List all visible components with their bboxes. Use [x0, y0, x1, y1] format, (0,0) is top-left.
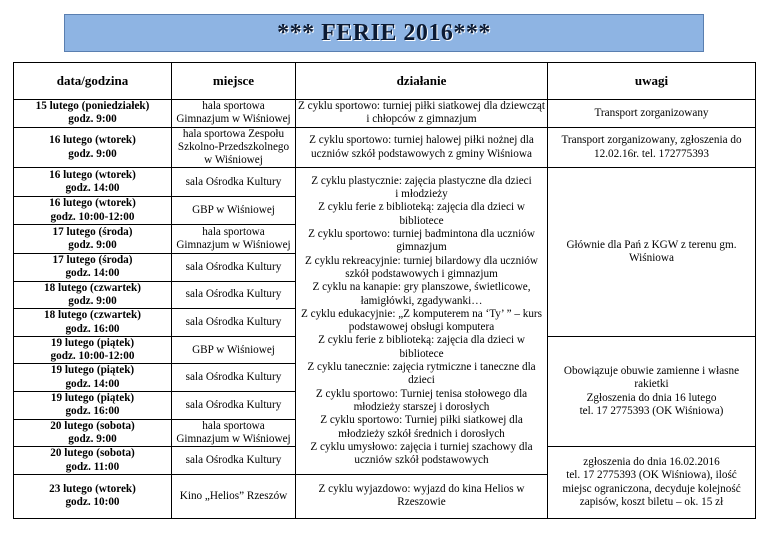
date-line: 20 lutego (sobota)	[50, 447, 135, 460]
date-line: 16 lutego (wtorek)	[49, 169, 136, 182]
note-line: tel. 17 2775393 (OK Wiśniowa)	[579, 404, 724, 417]
activity-line: Z cyklu ferie z biblioteką: zajęcia dla dzieci w	[318, 201, 525, 214]
date-line: 15 lutego (poniedziałek)	[35, 100, 150, 112]
place-cell	[172, 225, 296, 254]
date-cell	[14, 100, 172, 128]
activity-line: Z cyklu na kanapie: gry planszowe, świetlicowe,	[312, 281, 531, 294]
place-line: GBP w Wiśniowej	[192, 204, 275, 217]
place-cell	[172, 281, 296, 309]
date-line: 23 lutego (wtorek)	[49, 483, 136, 496]
date-line: godz. 16:00	[65, 322, 120, 335]
date-line: 17 lutego (środa)	[52, 254, 133, 267]
date-line: godz. 9:00	[68, 432, 117, 445]
note-line: Zgłoszenia do dnia 16 lutego	[586, 391, 717, 404]
place-cell	[172, 419, 296, 447]
schedule-table	[13, 62, 756, 519]
activity-line: młodzieży szkół średnich i dorosłych	[338, 427, 505, 440]
date-cell	[14, 447, 172, 475]
header-date: data/godzina	[14, 63, 172, 100]
date-line: godz. 10:00-12:00	[50, 350, 135, 363]
note-line: Transport zorganizowany	[594, 106, 709, 119]
date-line: godz. 9:00	[68, 113, 117, 126]
date-line: godz. 9:00	[68, 239, 117, 252]
place-line: Gimnazjum w Wiśniowej	[176, 432, 291, 445]
place-line: Szkolno-Przedszkolnego	[177, 140, 290, 153]
place-cell	[172, 127, 296, 168]
date-line: 19 lutego (piątek)	[50, 336, 135, 349]
place-line: sala Ośrodka Kultury	[185, 175, 282, 188]
date-cell	[14, 364, 172, 392]
date-cell	[14, 168, 172, 197]
notes-cell	[548, 336, 756, 446]
activity-line: łamigłówki, zgadywanki…	[360, 294, 483, 307]
place-line: Gimnazjum w Wiśniowej	[176, 113, 291, 126]
date-line: godz. 14:00	[65, 267, 120, 280]
note-line: miejsc ograniczona, decyduje kolejność	[562, 482, 741, 495]
note-line: Obowiązuje obuwie zamienne i własne	[563, 364, 740, 377]
activity-line: uczniów szkół podstawowych z gminy Wiśniowa	[311, 147, 532, 160]
date-line: 16 lutego (wtorek)	[49, 197, 136, 210]
activity-line: Z cyklu sportowo: turniej halowej piłki nożnej dla	[309, 134, 534, 147]
activity-line: uczniów szkół podstawowych	[354, 454, 489, 467]
date-line: 19 lutego (piątek)	[50, 392, 135, 405]
activity-line: Z cyklu ferie z biblioteką: zajęcia dla dzieci w	[318, 334, 525, 347]
note-line: rakietki	[634, 378, 669, 391]
page-title: *** FERIE 2016***	[277, 19, 491, 46]
note-line: Wiśniowa	[629, 252, 674, 265]
header-activity: działanie	[296, 63, 548, 100]
date-cell	[14, 336, 172, 364]
place-cell	[172, 168, 296, 197]
date-line: 18 lutego (czwartek)	[44, 281, 141, 294]
place-cell	[172, 254, 296, 282]
table-row	[14, 100, 756, 128]
activity-line: bibliotece	[399, 347, 444, 360]
note-line: Głównie dla Pań z KGW z terenu gm.	[566, 238, 737, 251]
date-cell	[14, 127, 172, 168]
note-line: tel. 17 2775393 (OK Wiśniowa), ilość	[566, 469, 737, 482]
place-cell	[172, 447, 296, 475]
notes-cell	[548, 100, 756, 128]
date-cell	[14, 281, 172, 309]
activity-cell	[296, 127, 548, 168]
place-cell	[172, 336, 296, 364]
place-line: hala sportowa	[202, 225, 265, 238]
header-row	[14, 63, 756, 100]
date-line: 19 lutego (piątek)	[50, 364, 135, 377]
activity-line: Z cyklu tanecznie: zajęcia rytmiczne i taneczne dla	[307, 361, 536, 374]
date-line: godz. 9:00	[68, 147, 117, 160]
activity-line: gimnazjum	[396, 241, 447, 254]
date-line: godz. 14:00	[65, 182, 120, 195]
date-line: 17 lutego (środa)	[52, 225, 133, 238]
place-line: sala Ośrodka Kultury	[185, 371, 282, 384]
header-place: miejsce	[172, 63, 296, 100]
place-line: hala sportowa	[202, 419, 265, 432]
date-line: godz. 14:00	[65, 377, 120, 390]
activity-line: Z cyklu umysłowo: zajęcia i turniej szachowy dla	[310, 440, 533, 453]
activity-line: Z cyklu sportowo: turniej piłki siatkowej dla dziewcząt	[298, 100, 545, 112]
notes-cell	[548, 127, 756, 168]
note-line: zgłoszenia do dnia 16.02.2016	[583, 455, 720, 468]
activity-line: Z cyklu wyjazdowo: wyjazd do kina Helios w	[318, 483, 525, 496]
place-line: w Wiśniowej	[204, 154, 263, 167]
activity-cell-merged	[296, 168, 548, 474]
activity-line: Z cyklu sportowo: turniej badmintona dla uczniów	[308, 228, 535, 241]
date-line: godz. 11:00	[65, 460, 120, 473]
note-line: zapisów, koszt biletu – ok. 15 zł	[579, 495, 724, 508]
place-line: Gimnazjum w Wiśniowej	[176, 239, 291, 252]
date-cell	[14, 419, 172, 447]
place-line: sala Ośrodka Kultury	[185, 398, 282, 411]
place-cell	[172, 474, 296, 518]
activity-line: Z cyklu sportowo: Turniej piłki siatkowej dla	[320, 414, 523, 427]
date-line: godz. 9:00	[68, 294, 117, 307]
place-cell	[172, 309, 296, 337]
date-cell	[14, 225, 172, 254]
date-cell	[14, 254, 172, 282]
place-cell	[172, 197, 296, 225]
place-line: sala Ośrodka Kultury	[185, 453, 282, 466]
place-cell	[172, 364, 296, 392]
activity-cell	[296, 100, 548, 128]
date-line: godz. 10:00	[65, 496, 120, 509]
activity-line: Rzeszowie	[397, 496, 446, 509]
date-cell	[14, 474, 172, 518]
date-line: 16 lutego (wtorek)	[49, 134, 136, 147]
header-notes: uwagi	[548, 63, 756, 100]
notes-cell	[548, 168, 756, 336]
place-line: sala Ośrodka Kultury	[185, 288, 282, 301]
date-line: godz. 16:00	[65, 405, 120, 418]
activity-line: bibliotece	[399, 214, 444, 227]
date-line: 18 lutego (czwartek)	[44, 309, 141, 322]
date-line: 20 lutego (sobota)	[50, 419, 135, 432]
activity-cell	[296, 474, 548, 518]
activity-line: Z cyklu edukacyjnie: „Z komputerem na ‘Ty’ ” – kurs	[300, 307, 542, 320]
place-line: hala sportowa	[202, 100, 265, 112]
date-cell	[14, 392, 172, 420]
activity-line: podstawowej obsługi komputera	[348, 321, 495, 334]
place-line: GBP w Wiśniowej	[192, 343, 275, 356]
place-cell	[172, 100, 296, 128]
note-line: Transport zorganizowany, zgłoszenia do	[561, 134, 742, 147]
place-line: sala Ośrodka Kultury	[185, 315, 282, 328]
table-row	[14, 127, 756, 168]
date-cell	[14, 309, 172, 337]
activity-line: Z cyklu sportowo: Turniej tenisa stołowego dla	[315, 387, 528, 400]
activity-line: szkół podstawowych i gimnazjum	[345, 267, 498, 280]
date-cell	[14, 197, 172, 225]
place-line: sala Ośrodka Kultury	[185, 260, 282, 273]
activity-line: Z cyklu rekreacyjnie: turniej bilardowy dla uczniów	[305, 254, 538, 267]
activity-line: Z cyklu plastycznie: zajęcia plastyczne dla dzieci	[311, 174, 532, 187]
table-row	[14, 168, 756, 197]
activity-line: młodzieży starszej i dorosłych	[353, 400, 490, 413]
title-banner	[64, 14, 704, 52]
place-line: Kino „Helios” Rzeszów	[179, 489, 288, 502]
notes-cell	[548, 447, 756, 519]
place-line: hala sportowa Zespołu	[182, 127, 285, 140]
activity-line: dzieci	[408, 374, 435, 387]
activity-line: i młodzieży	[395, 188, 448, 201]
date-line: godz. 10:00-12:00	[50, 210, 135, 223]
note-line: 12.02.16r. tel. 172775393	[594, 147, 709, 160]
activity-line: i chłopców z gimnazjum	[366, 113, 477, 126]
place-cell	[172, 392, 296, 420]
